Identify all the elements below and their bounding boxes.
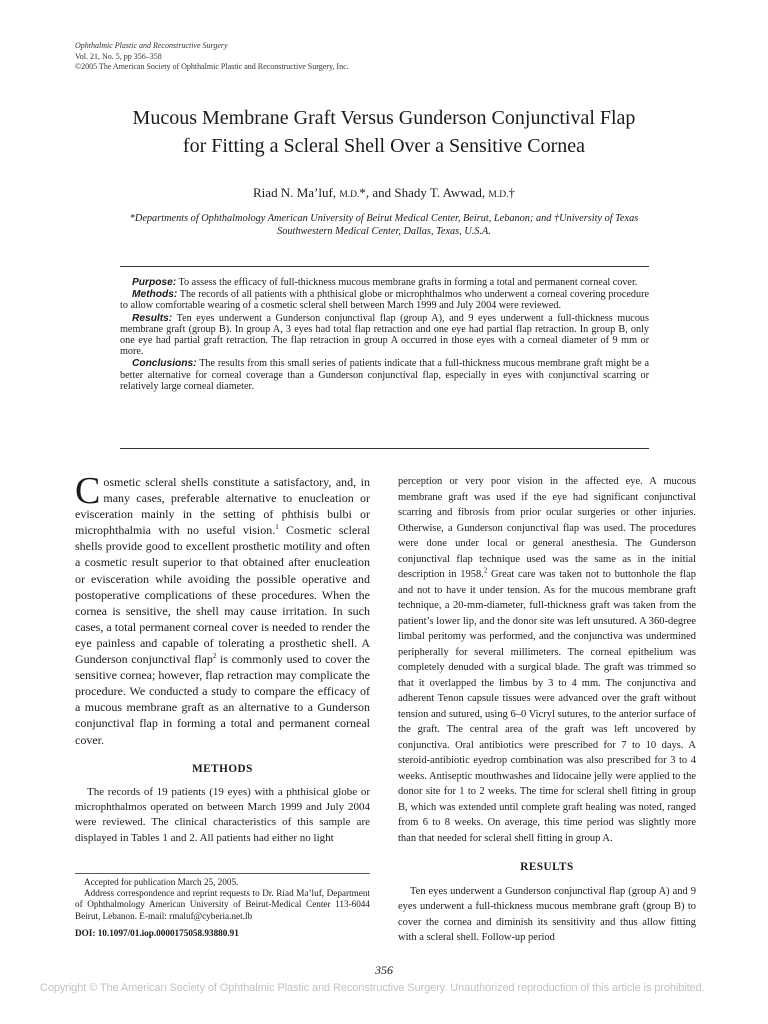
copyright-watermark: Copyright © The American Society of Ophthalmic Plastic and Reconstructive Surgery. Unauthorized reproduction of this article is prohibited.: [40, 982, 705, 994]
abstract-results: [120, 313, 649, 358]
abstract-purpose: [120, 277, 649, 288]
author-1-name: Riad N. Ma’luf,: [253, 185, 337, 200]
intro-text-a: osmetic scleral shells constitute a satisfactory, and, in many cases, preferable alternative to enucleation or evisceration mainly in the setting of phthisis bulbi or microphthalmia with no useful vision.: [75, 475, 370, 538]
abstract-conclusions-text: The results from this small series of patients indicate that a full-thickness mucous membrane graft might be a better alternative for corneal coverage than a Gunderson conjunctival flap, especially in eyes with conjunctival scarring or relatively large corneal diameter.: [120, 358, 649, 392]
footnote: [75, 873, 370, 939]
affiliations: [72, 212, 696, 238]
methods-continued-text-a: perception or very poor vision in the affected eye. A mucous membrane graft was used if the eye had significant conjunctival scarring and fibrosis from prior ocular surgeries or other injuries. Otherwise, a Gunderson conjunctival flap was used. The procedures were done under local or general anesthesia. The Gunderson conjunctival flap technique used was the same as in the initial description in 1958.: [398, 476, 696, 580]
journal-copyright: ©2005 The American Society of Ophthalmic Plastic and Reconstructive Surgery, Inc.: [75, 62, 349, 71]
author-2-mark: †: [508, 185, 515, 200]
title-line-1: Mucous Membrane Graft Versus Gunderson Conjunctival Flap: [132, 107, 636, 129]
author-2-name: Shady T. Awwad,: [394, 185, 486, 200]
reference-2[interactable]: 2: [212, 652, 217, 661]
abstract-purpose-text: To assess the efficacy of full-thickness mucous membrane grafts in forming a total and permanent corneal cover.: [178, 277, 638, 288]
intro-text-c: is commonly used to cover the sensitive cornea; however, flap retraction may complicate the procedure. We conducted a study to compare the efficacy of a mucous membrane graft as an alternative to a Gunderson conjunctival flap in forming a total and permanent corneal cover.: [75, 652, 370, 747]
title-line-2: for Fitting a Scleral Shell Over a Sensitive Cornea: [182, 135, 586, 157]
journal-header: [75, 41, 349, 73]
abstract-box: [120, 266, 649, 449]
footnote-doi: DOI: 10.1097/01.iop.0000175058.93880.91: [75, 927, 239, 938]
reference-1[interactable]: 1: [275, 523, 279, 532]
author-2-degree: M.D.: [488, 190, 509, 200]
affiliation-line-1: *Departments of Ophthalmology American University of Beirut Medical Center, Beirut, Lebanon; and †University of Texas: [129, 213, 639, 224]
methods-heading: METHODS: [192, 762, 253, 775]
abstract-methods-text: The records of all patients with a phthisical globe or microphthalmos who underwent a corneal covering procedure to allow comfortable wearing of a cosmetic scleral shell between March 1999 and July 2004 were reviewed.: [120, 289, 649, 312]
abstract-purpose-label: Purpose:: [132, 277, 177, 288]
introduction-paragraph: [75, 470, 370, 748]
methods-paragraph: The records of 19 patients (19 eyes) with a phthisical globe or microphthalmos operated on between March 1999 and July 2004 were reviewed. The clinical characteristics of this sample are displayed in Tables 1 and 2. All patients had either no light: [75, 785, 370, 844]
author-1-degree: M.D.: [339, 190, 360, 200]
abstract-methods-label: Methods:: [132, 289, 178, 301]
abstract-methods: [120, 289, 649, 311]
abstract-conclusions-label: Conclusions:: [132, 358, 197, 370]
right-column: [398, 474, 696, 946]
journal-volume: Vol. 21, No. 5, pp 356–358: [75, 51, 162, 61]
footnote-address: Address correspondence and reprint requests to Dr. Riad Ma’luf, Department of Ophthalmology American University of Beirut-Medical Center 113-6044 Beirut, Lebanon. E-mail: rmaluf@cyberia.net.lb: [75, 888, 370, 921]
article-title: [40, 104, 728, 160]
left-column: [75, 470, 370, 846]
reference-3[interactable]: 2: [483, 566, 488, 575]
results-paragraph: Ten eyes underwent a Gunderson conjunctival flap (group A) and 9 eyes underwent a full-thickness mucous membrane graft (group B) to cover the cornea and diminish its sensitivity and thus allow fitting with a scleral shell. Follow-up period: [398, 885, 696, 943]
affiliation-line-2: Southwestern Medical Center, Dallas, Texas, U.S.A.: [277, 226, 491, 237]
page-number: 356: [375, 963, 393, 977]
intro-text-b: Cosmetic scleral shells provide good to excellent prosthetic motility and often a cosmetic result superior to that obtained after enucleation or evisceration while avoiding the possible operative and postoperative complications of these procedures. When the cornea is sensitive, the shell may cause irritation. In such cases, a total permanent corneal cover is needed to render the eye painless and capable of tolerating a prosthetic shell. A Gunderson conjunctival flap: [75, 523, 370, 667]
abstract-results-label: Results:: [132, 312, 173, 324]
drop-cap: C: [75, 470, 101, 512]
results-heading: RESULTS: [520, 861, 574, 873]
journal-name: Ophthalmic Plastic and Reconstructive Surgery: [75, 41, 228, 50]
methods-continued-paragraph: [398, 474, 696, 846]
methods-continued-text-b: Great care was taken not to buttonhole the flap and not to have it under tension. As for the mucous membrane graft technique, a 20-mm-diameter, full-thickness graft was taken from the patient’s lower lip, and the donor site was left unsutured. A 360-degree limbal peritomy was performed, and the conjunctiva was undermined peripherally for several millimeters. The corneal epithelium was completely denuded with a surgical blade. The graft was trimmed so that it overlapped the limbus by 3 to 4 mm. The conjunctiva and adherent Tenon capsule tissues were advanced over the graft without tension and sutured, using 6–0 Vicryl sutures, to the anterior surface of the graft. The central area of the graft was left uncovered by conjunctiva. Oral antibiotics were prescribed for 7 to 10 days. A steroid-antibiotic eyedrop combination was also prescribed for 3 to 4 weeks. Antiseptic mouthwashes and lidocaine jelly were applied to the donor site for 1 to 2 weeks. The time for scleral shell fitting in group B, which was extended until complete graft healing was noted, ranged from 6 to 8 weeks. On average, this time period was slightly more than that needed for scleral shell fitting in group A.: [398, 569, 697, 844]
abstract-conclusions: [120, 358, 649, 392]
author-1-mark: *, and: [359, 185, 392, 200]
footnote-accepted: Accepted for publication March 25, 2005.: [84, 877, 239, 887]
abstract-results-text: Ten eyes underwent a Gunderson conjunctival flap (group A), and 9 eyes underwent a full-thickness mucous membrane graft (group B). In group A, 3 eyes had total flap retraction and one eye had partial flap retraction. In group B, only one eye had partial graft retraction. The flap retraction in group A occurred in those eyes with a corneal diameter of 9 mm or more.: [120, 312, 649, 358]
author-list: [40, 185, 728, 201]
